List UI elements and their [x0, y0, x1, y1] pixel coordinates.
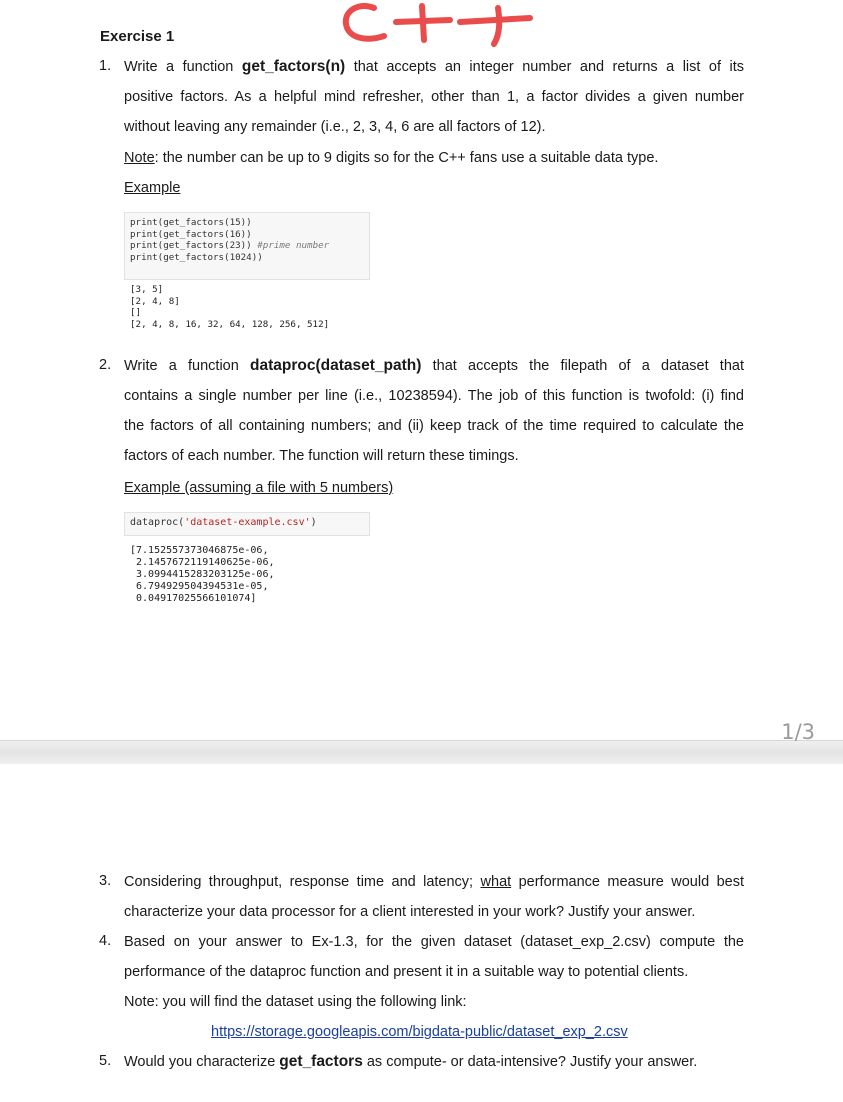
q2-output-line: 6.794929504394531e-05, [130, 581, 269, 592]
dataset-link[interactable]: https://storage.googleapis.com/bigdata-public/dataset_exp_2.csv [211, 1024, 628, 1040]
q5-line-1: Would you characterize get_factors as compute- or data-intensive? Justify your answer. [124, 1053, 698, 1070]
q2-line-2: contains a single number per line (i.e., 10238594). The job of this function is twofold: (i) find [124, 388, 744, 404]
q1-output-line: [3, 5] [130, 284, 164, 295]
q4-line-3: Note: you will find the dataset using the following link: [124, 994, 467, 1010]
q1-function-name: get_factors(n) [241, 58, 346, 75]
q4-line-1: Based on your answer to Ex-1.3, for the given dataset (dataset_exp_2.csv) compute the [124, 934, 744, 950]
q1-code-line: print(get_factors(15)) [130, 217, 252, 228]
q1-code-line: print(get_factors(1024)) [130, 251, 263, 263]
q2-example-label: Example (assuming a file with 5 numbers) [124, 480, 394, 496]
q2-output-line: 2.1457672119140625e-06, [130, 557, 275, 568]
q1-example-label: Example [124, 180, 181, 196]
q3-number: 3. [99, 873, 112, 889]
q4-line-2: performance of the dataproc function and present it in a suitable way to potential clients. [124, 964, 689, 980]
q5-function-name: get_factors [279, 1053, 363, 1070]
q3-line-2: characterize your data processor for a client interested in your work? Justify your answer. [124, 904, 696, 920]
page-indicator: 1/3 [781, 720, 815, 744]
q1-output-line: [] [130, 307, 142, 318]
q1-line-1: Write a function get_factors(n) that accepts an integer number and returns a list of its [124, 58, 744, 75]
q1-note: Note: the number can be up to 9 digits so for the C++ fans use a suitable data type. [124, 150, 659, 166]
q2-number: 2. [99, 357, 112, 373]
q1-code-line: print(get_factors(23)) #prime number [130, 240, 330, 251]
exercise-title: Exercise 1 [100, 28, 175, 45]
q1-code-cell [124, 212, 370, 280]
q1-line-2: positive factors. As a helpful mind refresher, other than 1, a factor divides a given number [124, 89, 744, 105]
q1-line-3: without leaving any remainder (i.e., 2, 3, 4, 6 are all factors of 12). [124, 119, 546, 135]
q1-number: 1. [99, 58, 112, 74]
q4-number: 4. [99, 933, 112, 949]
page-separator [0, 740, 843, 766]
q2-line-4: factors of each number. The function will return these timings. [124, 448, 519, 464]
q2-function-name: dataproc(dataset_path) [250, 357, 422, 374]
q2-line-3: the factors of all containing numbers; and (ii) keep track of the time required to calculate the [124, 418, 744, 434]
q5-number: 5. [99, 1053, 112, 1069]
handwritten-cpp-annotation [340, 0, 540, 48]
q2-output [130, 545, 275, 605]
q2-line-1: Write a function dataproc(dataset_path) that accepts the filepath of a dataset that [124, 357, 744, 374]
q1-code-line: print(get_factors(16)) [130, 228, 252, 240]
q1-output-line: [2, 4, 8, 16, 32, 64, 128, 256, 512] [130, 318, 330, 330]
q3-line-1: Considering throughput, response time and latency; what performance measure would best [124, 874, 744, 890]
q2-output-line: [7.152557373046875e-06, [130, 545, 269, 556]
q2-output-line: 3.0994415283203125e-06, [130, 569, 275, 580]
q2-code-cell: dataproc('dataset-example.csv') [124, 512, 370, 536]
q2-output-line: 0.04917025566101074] [130, 593, 257, 604]
q1-output-line: [2, 4, 8] [130, 295, 180, 307]
q1-output [130, 284, 329, 330]
